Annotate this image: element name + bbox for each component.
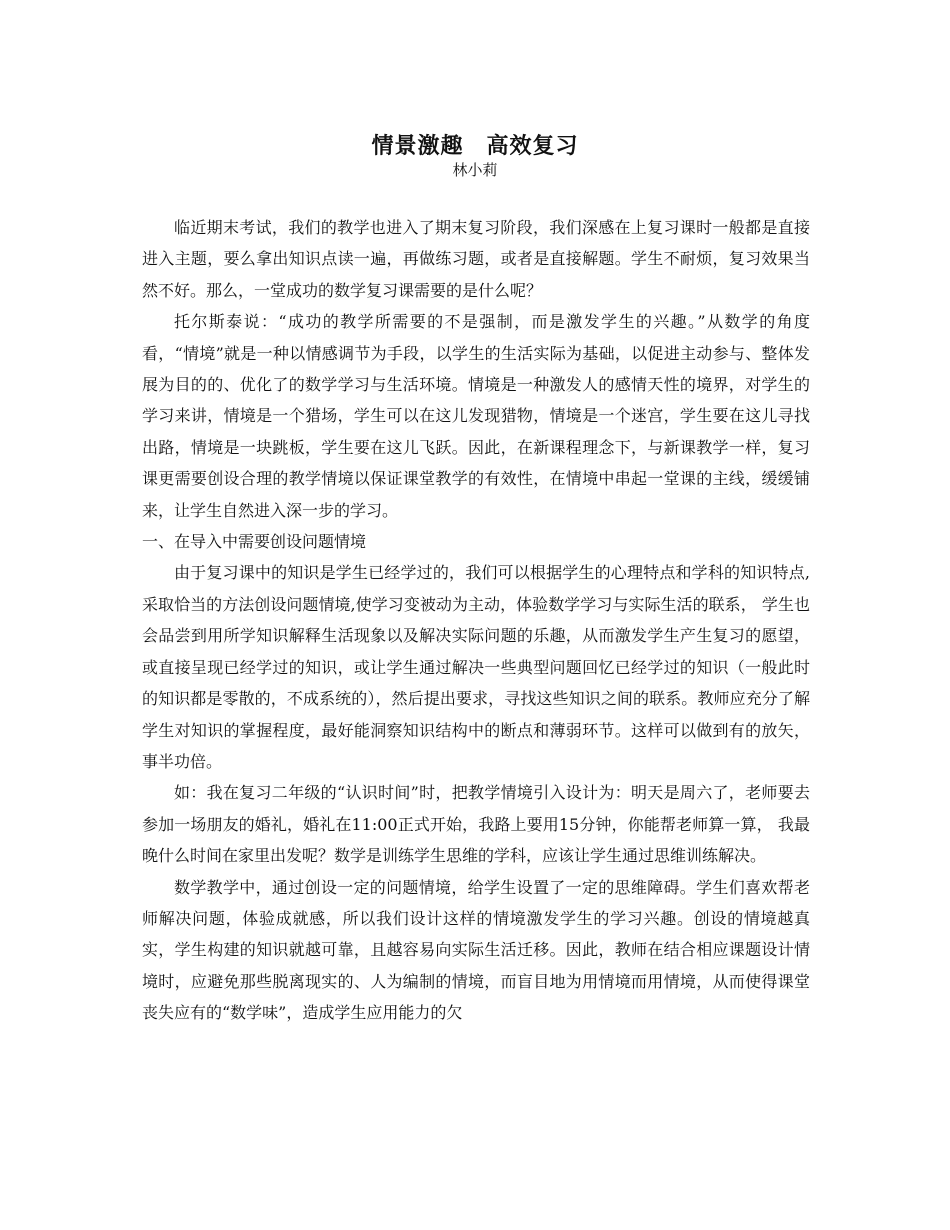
paragraph-section-1: 由于复习课中的知识是学生已经学过的，我们可以根据学生的心理特点和学科的知识特点,采取恰当的方法创设问题情境,使学习变被动为主动，体验数学学习与实际生活的联系， 学生也会品尝到用所学知识解释生活现象以及解决实际问题的乐趣，从而激发学生产生复习的愿望，或直接呈现已经学过的知识，或让学生通过解决一些典型问题回忆已经学过的知识（一般此时的知识都是零散的，不成系统的），然后提出要求，寻找这些知识之间的联系。教师应充分了解学生对知识的掌握程度，最好能洞察知识结构中的断点和薄弱环节。这样可以做到有的放矢，事半功倍。 [142,563,810,771]
document-body [142,212,810,1029]
paragraph-section-2: 如：我在复习二年级的“认识时间”时，把教学情境引入设计为：明天是周六了，老师要去参加一场朋友的婚礼，婚礼在11:00正式开始，我路上要用15分钟，你能帮老师算一算， 我最晚什么时间在家里出发呢？数学是训练学生思维的学科，应该让学生通过思维训练解决。 [142,783,810,866]
section-heading: 一、在导入中需要创设问题情境 [142,532,367,552]
paragraph-section-3: 数学教学中，通过创设一定的问题情境，给学生设置了一定的思维障碍。学生们喜欢帮老师解决问题，体验成就感，所以我们设计这样的情境激发学生的学习兴趣。创设的情境越真实，学生构建的知识就越可靠，且越容易向实际生活迁移。因此，教师在结合相应课题设计情境时，应避免那些脱离现实的、人为编制的情境，而盲目地为用情境而用情境，从而使得课堂丧失应有的“数学味”，造成学生应用能力的欠 [142,877,810,1023]
paragraph-tolstoy-quote: 托尔斯泰说：“成功的教学所需要的不是强制，而是激发学生的兴趣。”从数学的角度看，“情境”就是一种以情感调节为手段，以学生的生活实际为基础，以促进主动参与、整体发展为目的的、优化了的数学学习与生活环境。情境是一种激发人的感情天性的境界，对学生的学习来讲，情境是一个猎场，学生可以在这儿发现猎物，情境是一个迷宫，学生要在这儿寻找出路，情境是一块跳板，学生要在这儿飞跃。因此，在新课程理念下，与新课教学一样，复习课更需要创设合理的教学情境以保证课堂教学的有效性，在情境中串起一堂课的主线，缓缓铺来，让学生自然进入深一步的学习。 [142,312,810,520]
document-title: 情景激趣 高效复习 [371,133,579,159]
paragraph-intro: 临近期末考试，我们的教学也进入了期末复习阶段，我们深感在上复习课时一般都是直接进入主题，要么拿出知识点读一遍，再做练习题，或者是直接解题。学生不耐烦，复习效果当然不好。那么，一堂成功的数学复习课需要的是什么呢？ [142,218,810,300]
document-author: 林小莉 [452,161,498,179]
